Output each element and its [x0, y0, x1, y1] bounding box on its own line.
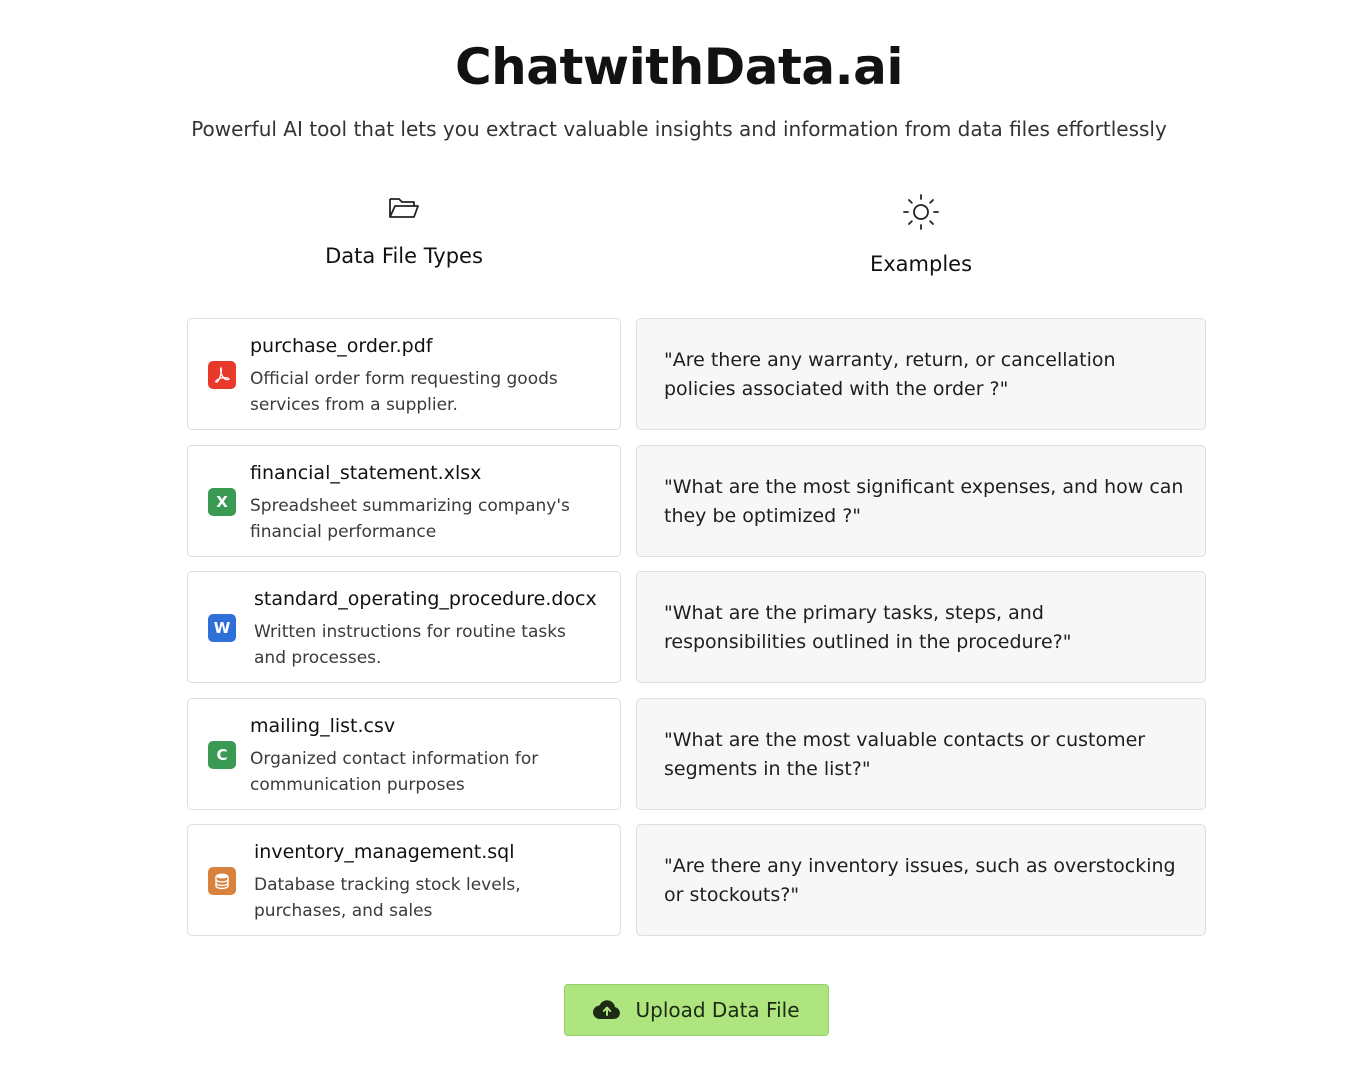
database-icon [208, 867, 236, 895]
csv-icon [208, 741, 236, 769]
file-name: standard_operating_procedure.docx [254, 588, 597, 610]
excel-badge-letter: X [216, 493, 228, 511]
file-description: Spreadsheet summarizing company's financial performance [250, 496, 570, 542]
folder-open-icon [387, 193, 421, 223]
upload-data-file-button[interactable] [564, 984, 829, 1036]
page-subtitle: Powerful AI tool that lets you extract valuable insights and information from data files effortlessly [191, 117, 1167, 141]
file-card-inventory-management[interactable] [187, 824, 621, 936]
data-file-types-header [187, 193, 621, 268]
cloud-upload-icon [593, 999, 621, 1021]
examples-header [636, 193, 1206, 276]
file-description: Organized contact information for communication purposes [250, 749, 539, 795]
examples-heading: Examples [869, 252, 973, 276]
example-card[interactable] [636, 571, 1206, 683]
csv-badge-letter: C [216, 746, 228, 764]
pdf-icon [208, 361, 236, 389]
example-question: "Are there any inventory issues, such as overstocking or stockouts?" [664, 855, 1176, 906]
file-card-financial-statement[interactable] [187, 445, 621, 557]
file-name: inventory_management.sql [254, 841, 515, 863]
file-card-purchase-order[interactable] [187, 318, 621, 430]
example-card[interactable] [636, 824, 1206, 936]
example-question: "Are there any warranty, return, or cancellation policies associated with the order ?" [664, 349, 1116, 400]
page-title: ChatwithData.ai [454, 38, 904, 96]
example-question: "What are the primary tasks, steps, and responsibilities outlined in the procedure?" [664, 602, 1072, 653]
excel-icon [208, 488, 236, 516]
example-card[interactable] [636, 698, 1206, 810]
file-card-standard-operating-procedure[interactable] [187, 571, 621, 683]
data-file-types-heading: Data File Types [325, 244, 483, 268]
example-question: "What are the most valuable contacts or customer segments in the list?" [664, 729, 1146, 780]
file-description: Official order form requesting goods services from a supplier. [250, 369, 558, 415]
file-name: purchase_order.pdf [250, 335, 433, 357]
word-icon [208, 614, 236, 642]
upload-button-label: Upload Data File [635, 998, 800, 1022]
file-name: financial_statement.xlsx [250, 462, 482, 484]
example-question: "What are the most significant expenses, and how can they be optimized ?" [664, 476, 1184, 527]
word-badge-letter: W [213, 619, 231, 637]
file-description: Database tracking stock levels, purchases, and sales [254, 875, 521, 921]
sun-icon [902, 193, 940, 231]
file-description: Written instructions for routine tasks and processes. [254, 622, 566, 668]
file-name: mailing_list.csv [250, 715, 396, 737]
example-card[interactable] [636, 318, 1206, 430]
example-card[interactable] [636, 445, 1206, 557]
file-card-mailing-list[interactable] [187, 698, 621, 810]
